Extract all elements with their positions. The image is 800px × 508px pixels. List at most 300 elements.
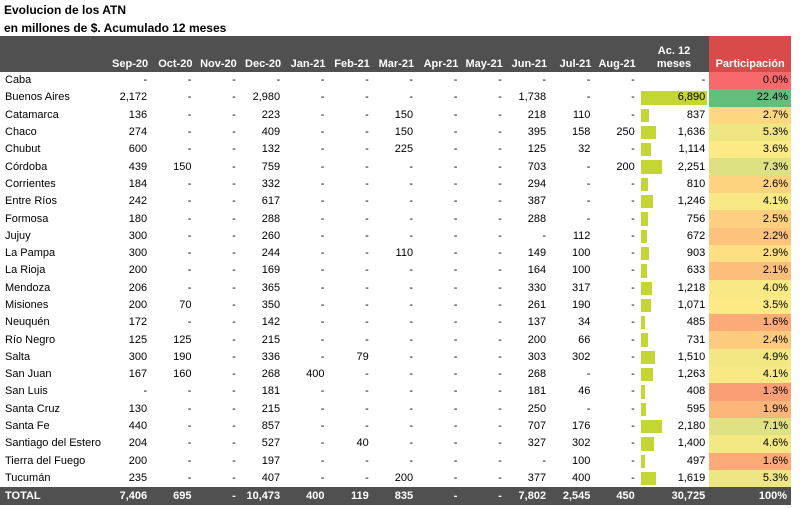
month-value: 184 [128,177,148,190]
province-name: Jujuy [5,229,31,242]
month-value: 164 [527,264,547,277]
month-value: - [409,402,414,415]
total-ac-12: 30,725 [639,487,710,505]
month-header: Jun-21 [506,36,550,72]
table-body [0,72,791,505]
month-value: - [631,108,635,121]
total-value: 7,406 [107,487,151,505]
month-value: - [453,108,458,121]
month-value: - [498,437,502,450]
month-value: 100 [572,247,591,260]
ac-12-cell [639,72,710,89]
month-value: - [276,74,281,87]
province-name: Misiones [5,299,49,311]
ac-12-bar [641,403,647,416]
month-value: - [631,316,635,329]
month-value: - [453,212,458,225]
month-value: - [631,195,635,208]
month-value: - [232,454,236,467]
month-value: - [232,108,236,121]
month-value: - [365,91,369,104]
month-value: - [586,368,591,381]
ac-12-cell [639,470,710,487]
ac-12-value: 1,218 [677,281,706,294]
participation-cell: 2.7% [709,107,791,124]
month-value: - [320,437,325,450]
month-value: 250 [527,402,547,415]
month-value: 350 [261,299,281,311]
ac-12-header: Ac. 12 meses [639,36,710,72]
month-value: - [498,143,502,156]
table-row [0,124,791,141]
month-value: - [187,143,192,156]
month-value: - [409,74,414,87]
month-value: 302 [572,350,591,363]
month-value: 32 [578,143,591,156]
month-value: - [320,333,325,346]
month-value: 407 [261,471,281,484]
month-value: - [498,229,502,242]
month-value: 100 [572,264,591,277]
month-value: - [631,454,635,467]
participation-cell: 2.1% [709,262,791,279]
month-value: - [498,368,502,381]
month-value: - [631,420,635,433]
month-value: 150 [394,108,414,121]
month-value: 400 [306,368,325,381]
month-value: - [187,281,192,294]
ac-12-value: - [701,74,706,87]
month-value: - [498,281,502,294]
ac-12-bar [641,299,651,312]
ac-12-bar [641,368,653,381]
month-value: - [498,299,502,311]
month-value: - [409,212,414,225]
ac-12-value: 2,180 [677,420,706,433]
ac-12-value: 903 [686,247,706,260]
month-value: - [453,333,458,346]
month-value: - [365,333,369,346]
month-value: 274 [128,126,148,139]
month-value: 235 [128,471,148,484]
ac-12-cell [639,245,710,262]
total-label: TOTAL [0,487,107,505]
province-name: Corrientes [5,177,56,190]
month-value: 303 [527,350,547,363]
month-value: 206 [128,281,148,294]
month-value: - [365,316,369,329]
month-value: - [409,316,414,329]
month-value: - [453,350,458,363]
month-value: - [232,126,236,139]
participation-cell: 2.5% [709,210,791,227]
month-header: Nov-20 [195,36,239,72]
province-name: Chubut [5,143,41,156]
province-name: San Luis [5,385,48,398]
participation-cell: 5.3% [709,124,791,141]
month-value: - [542,454,547,467]
month-value: - [365,195,369,208]
month-value: - [187,229,192,242]
month-value: 160 [173,368,192,381]
month-value: 136 [128,108,148,121]
month-header: Feb-21 [328,36,372,72]
ac-12-bar [641,316,646,329]
province-name: Santa Cruz [5,402,61,415]
total-row [0,487,791,505]
month-value: - [631,437,635,450]
month-value: 317 [572,281,591,294]
month-value: - [187,437,192,450]
month-value: - [365,160,369,173]
month-value: - [320,385,325,398]
ac-12-cell [639,349,710,366]
month-value: - [631,333,635,346]
ac-12-bar [641,178,649,191]
month-value: 225 [394,143,414,156]
month-value: - [453,195,458,208]
participation-cell: 1.3% [709,383,791,400]
ac-12-bar [641,143,652,156]
ac-12-cell [639,124,710,141]
total-value: 695 [151,487,195,505]
total-value: 119 [328,487,372,505]
month-value: 294 [527,177,547,190]
month-value: - [365,299,369,311]
month-value: - [498,402,502,415]
month-header: Oct-20 [151,36,195,72]
table-row [0,435,791,452]
month-value: 142 [261,316,281,329]
month-value: - [542,74,547,87]
participation-cell: 0.0% [709,72,791,89]
month-value: - [320,420,325,433]
ac-12-value: 1,510 [677,350,706,363]
month-value: - [232,385,236,398]
ac-12-value: 672 [686,229,706,242]
month-value: 377 [527,471,547,484]
month-value: - [320,143,325,156]
month-value: 527 [261,437,281,450]
month-value: - [453,385,458,398]
province-name: Tierra del Fuego [5,454,86,467]
ac-12-cell [639,141,710,158]
ac-12-bar [641,195,653,208]
total-value: - [417,487,461,505]
month-value: - [453,368,458,381]
province-name: Santiago del Estero [5,437,102,450]
month-value: 327 [527,437,547,450]
month-value: 1,738 [518,91,547,104]
ac-12-bar [641,437,654,450]
ac-12-cell [639,453,710,470]
month-value: - [453,247,458,260]
month-header: Apr-21 [417,36,461,72]
month-value: - [409,264,414,277]
month-value: 158 [572,126,591,139]
ac-12-cell [639,331,710,348]
ac-12-value: 485 [686,316,706,329]
participation-cell: 4.9% [709,349,791,366]
month-value: - [586,177,591,190]
participation-cell: 1.6% [709,453,791,470]
ac-12-cell [639,89,710,106]
month-value: 197 [261,454,281,467]
ac-12-cell [639,435,710,452]
month-value: 387 [527,195,547,208]
month-value: - [498,91,502,104]
month-value: - [143,385,148,398]
month-value: - [542,229,547,242]
month-value: - [409,368,414,381]
month-value: - [453,281,458,294]
month-value: - [187,212,192,225]
month-value: - [409,229,414,242]
month-value: 300 [128,229,148,242]
month-value: - [631,385,635,398]
month-value: - [320,160,325,173]
month-value: - [453,143,458,156]
month-value: 100 [572,454,591,467]
ac-12-value: 497 [686,454,706,467]
ac-12-cell [639,193,710,210]
province-name: Neuquén [5,316,50,329]
month-value: - [320,91,325,104]
total-value: - [195,487,239,505]
month-header: Mar-21 [373,36,417,72]
province-name: Buenos Aires [5,91,70,104]
table-row [0,89,791,106]
ac-12-value: 1,619 [677,471,706,484]
month-value: - [365,402,369,415]
month-value: - [365,143,369,156]
participation-cell: 1.9% [709,401,791,418]
month-value: - [365,229,369,242]
month-value: - [498,126,502,139]
month-value: 66 [578,333,591,346]
participation-cell: 7.3% [709,158,791,175]
month-value: - [498,471,502,484]
total-value: 7,802 [506,487,550,505]
month-value: - [365,126,369,139]
ac-12-value: 837 [686,108,706,121]
month-value: 288 [527,212,547,225]
month-value: - [232,143,236,156]
month-value: 46 [578,385,591,398]
ac-12-bar [641,109,649,122]
month-value: 132 [261,143,281,156]
month-value: - [631,471,635,484]
month-value: - [409,385,414,398]
ac-12-value: 1,071 [677,299,706,311]
ac-12-value: 731 [686,333,706,346]
month-value: - [631,264,635,277]
month-value: - [586,195,591,208]
month-value: 150 [173,160,192,173]
month-value: - [320,350,325,363]
ac-12-cell [639,262,710,279]
month-value: - [365,212,369,225]
province-name: Salta [5,350,31,363]
month-value: 250 [616,126,635,139]
month-value: - [453,264,458,277]
month-value: 172 [128,316,148,329]
month-value: - [232,212,236,225]
participation-cell: 2.9% [709,245,791,262]
ac-12-bar [641,212,648,225]
month-value: - [409,333,414,346]
ac-12-bar [641,264,647,277]
month-value: 300 [128,247,148,260]
ac-12-value: 633 [686,264,706,277]
month-value: - [365,281,369,294]
participation-header: Participación [709,36,791,72]
month-value: - [631,402,635,415]
month-value: 268 [261,368,281,381]
total-value: - [461,487,505,505]
ac-12-cell [639,366,710,383]
table-row [0,366,791,383]
month-value: - [187,195,192,208]
month-value: - [498,316,502,329]
table-row [0,383,791,400]
month-value: - [365,74,369,87]
month-value: - [365,177,369,190]
month-value: - [498,385,502,398]
ac-12-bar [641,247,650,260]
month-header: Sep-20 [107,36,151,72]
table-row [0,245,791,262]
month-value: 176 [572,420,591,433]
month-value: - [631,74,635,87]
chart-subtitle: en millones de $. Acumulado 12 meses [4,21,227,35]
ac-12-value: 1,114 [678,143,706,156]
participation-cell: 2.4% [709,331,791,348]
province-name: Entre Ríos [5,195,57,208]
ac-12-value: 756 [686,212,706,225]
month-value: - [631,350,635,363]
header-row [0,36,791,72]
month-value: - [409,350,414,363]
month-value: - [631,91,635,104]
table-row [0,331,791,348]
month-value: - [365,264,369,277]
month-value: 200 [128,454,148,467]
month-value: - [498,333,502,346]
table-row [0,72,791,89]
ac-12-bar [641,351,655,364]
total-value: 10,473 [240,487,284,505]
province-name: San Juan [5,368,52,381]
month-value: 600 [128,143,148,156]
month-value: - [320,299,325,311]
ac-12-bar [641,420,662,433]
month-value: 40 [356,437,369,450]
table-row [0,453,791,470]
month-value: - [453,316,458,329]
ac-12-cell [639,280,710,297]
table-row [0,280,791,297]
month-value: 200 [128,299,148,311]
ac-12-bar [641,230,647,243]
participation-cell: 4.1% [709,366,791,383]
month-header: Jul-21 [550,36,594,72]
month-value: - [365,454,369,467]
month-value: - [365,247,369,260]
participation-cell: 4.0% [709,280,791,297]
month-value: - [232,247,236,260]
month-value: - [586,74,591,87]
month-value: - [187,126,192,139]
table-row [0,193,791,210]
month-value: 79 [356,350,369,363]
ac-12-bar [641,126,657,139]
month-value: - [320,74,325,87]
ac-12-value: 810 [686,177,706,190]
month-value: - [453,160,458,173]
month-value: - [631,177,635,190]
month-value: - [187,177,192,190]
month-value: - [453,437,458,450]
month-value: 409 [261,126,281,139]
month-value: - [365,385,369,398]
month-value: 395 [527,126,547,139]
month-value: 181 [527,385,547,398]
ac-12-cell [639,210,710,227]
province-name: Chaco [5,126,37,139]
ac-12-bar [641,455,646,468]
ac-12-cell [639,158,710,175]
month-value: 200 [394,471,414,484]
month-value: - [365,108,369,121]
month-value: - [187,454,192,467]
table-row [0,210,791,227]
month-value: - [143,74,148,87]
ac-12-cell [639,107,710,124]
ac-12-cell [639,418,710,435]
month-value: 439 [128,160,148,173]
ac-12-cell [639,314,710,331]
month-value: 707 [527,420,547,433]
month-value: 218 [527,108,547,121]
month-value: 759 [261,160,281,173]
month-value: - [409,454,414,467]
month-value: - [232,264,236,277]
month-value: 288 [261,212,281,225]
month-value: 300 [128,350,148,363]
participation-cell: 22.4% [709,89,791,106]
month-value: 215 [261,402,281,415]
ac-12-bar [641,385,645,398]
month-value: - [409,281,414,294]
month-value: - [453,229,458,242]
month-value: - [320,316,325,329]
month-value: - [586,91,591,104]
ac-12-bar [641,160,663,173]
month-value: 149 [527,247,547,260]
month-header: May-21 [461,36,505,72]
province-name: Río Negro [5,333,56,346]
month-value: - [409,299,414,311]
month-value: - [187,420,192,433]
province-name: Córdoba [5,160,48,173]
participation-cell: 7.1% [709,418,791,435]
month-value: - [586,212,591,225]
participation-cell: 2.6% [709,176,791,193]
ac-12-cell [639,401,710,418]
ac-12-value: 595 [686,402,706,415]
month-value: - [320,195,325,208]
